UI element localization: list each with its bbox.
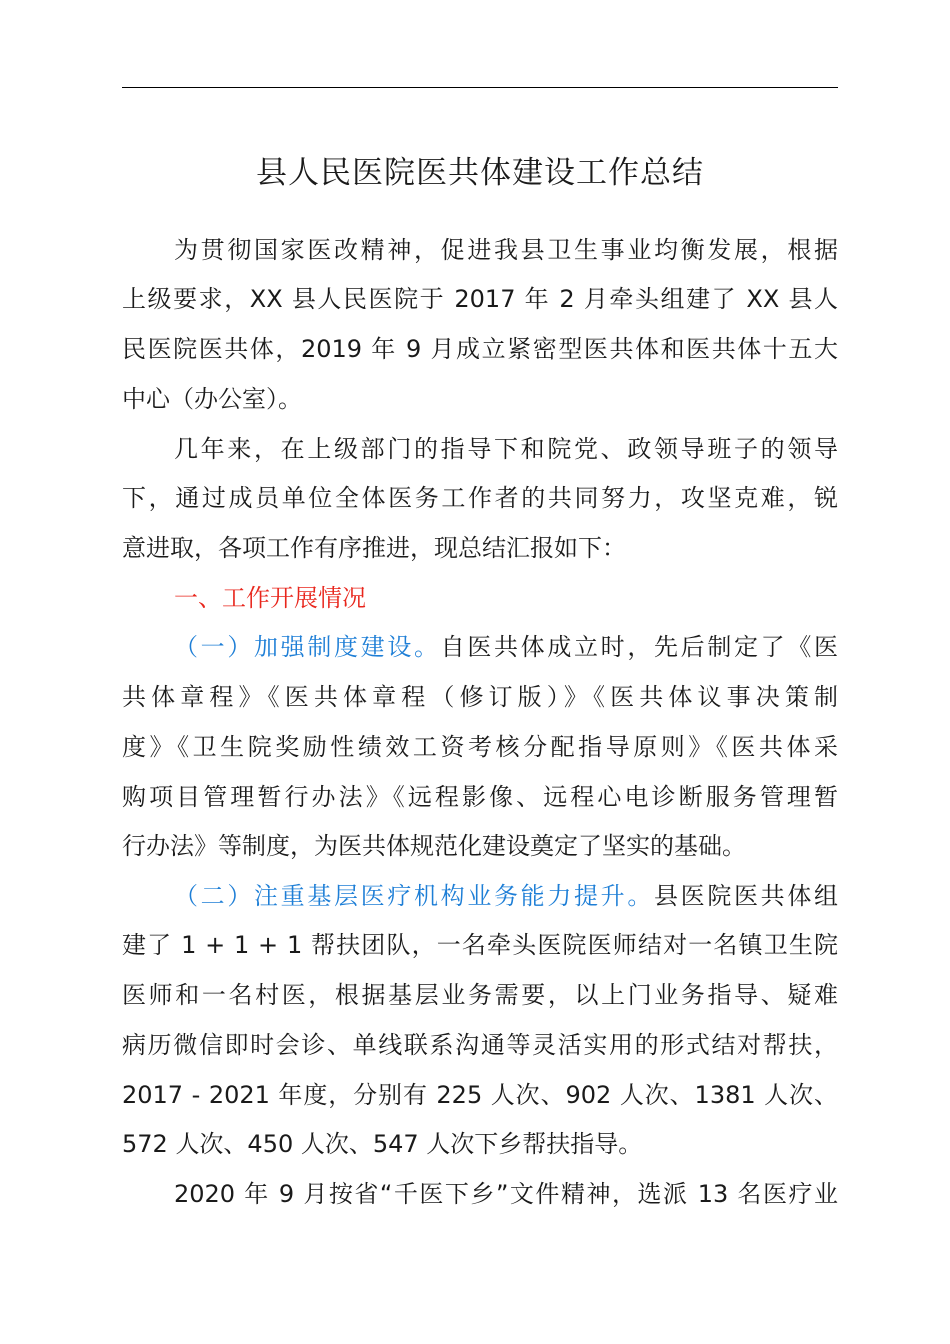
subsection-2-line-3: 医师和一名村医，根据基层业务需要，以上门业务指导、疑难 [122, 981, 838, 1009]
subsection-1-line-4: 购项目管理暂行办法》《远程影像、远程心电诊断服务管理暂 [122, 783, 838, 811]
subsection-1-line-2: 共体章程》《医共体章程（修订版）》《医共体议事决策制 [122, 683, 838, 711]
subsection-1-first-text: 自医共体成立时，先后制定了《医 [440, 633, 839, 661]
document-title: 县人民医院医共体建设工作总结 [256, 155, 704, 191]
section-heading: 一、工作开展情况 [174, 584, 366, 612]
paragraph-1-line-2: 上级要求，XX 县人民医院于 2017 年 2 月牵头组建了 XX 县人 [122, 285, 838, 313]
paragraph-1-line-4: 中心（办公室）。 [122, 385, 302, 413]
subsection-1-heading: （一）加强制度建设。 [174, 633, 441, 661]
paragraph-1-line-3: 民医院医共体，2019 年 9 月成立紧密型医共体和医共体十五大 [122, 335, 838, 363]
subsection-2-line-1 [174, 876, 838, 916]
header-rule [122, 87, 838, 88]
subsection-2-heading: （二）注重基层医疗机构业务能力提升。 [174, 882, 654, 910]
paragraph-2-line-2: 下，通过成员单位全体医务工作者的共同努力，攻坚克难，锐 [122, 484, 838, 512]
subsection-2-line-5: 2017 - 2021 年度，分别有 225 人次、902 人次、1381 人次、 [122, 1081, 838, 1109]
subsection-1-line-5: 行办法》等制度，为医共体规范化建设奠定了坚实的基础。 [122, 832, 746, 860]
subsection-2-line-2: 建了 1 + 1 + 1 帮扶团队，一名牵头医院医师结对一名镇卫生院 [122, 931, 838, 959]
paragraph-2-line-3: 意进取，各项工作有序推进，现总结汇报如下： [122, 534, 626, 562]
paragraph-2-line-1: 几年来，在上级部门的指导下和院党、政领导班子的领导 [174, 435, 838, 463]
subsection-1-line-3: 度》《卫生院奖励性绩效工资考核分配指导原则》《医共体采 [122, 733, 838, 761]
subsection-1-line-1 [174, 627, 838, 667]
subsection-2-first-text: 县医院医共体组 [654, 882, 838, 910]
paragraph-6-line-1: 2020 年 9 月按省“千医下乡”文件精神，选派 13 名医疗业 [174, 1180, 838, 1208]
subsection-2-line-4: 病历微信即时会诊、单线联系沟通等灵活实用的形式结对帮扶， [122, 1031, 838, 1059]
subsection-2-line-6: 572 人次、450 人次、547 人次下乡帮扶指导。 [122, 1130, 643, 1158]
paragraph-1-line-1: 为贯彻国家医改精神，促进我县卫生事业均衡发展，根据 [174, 236, 838, 264]
